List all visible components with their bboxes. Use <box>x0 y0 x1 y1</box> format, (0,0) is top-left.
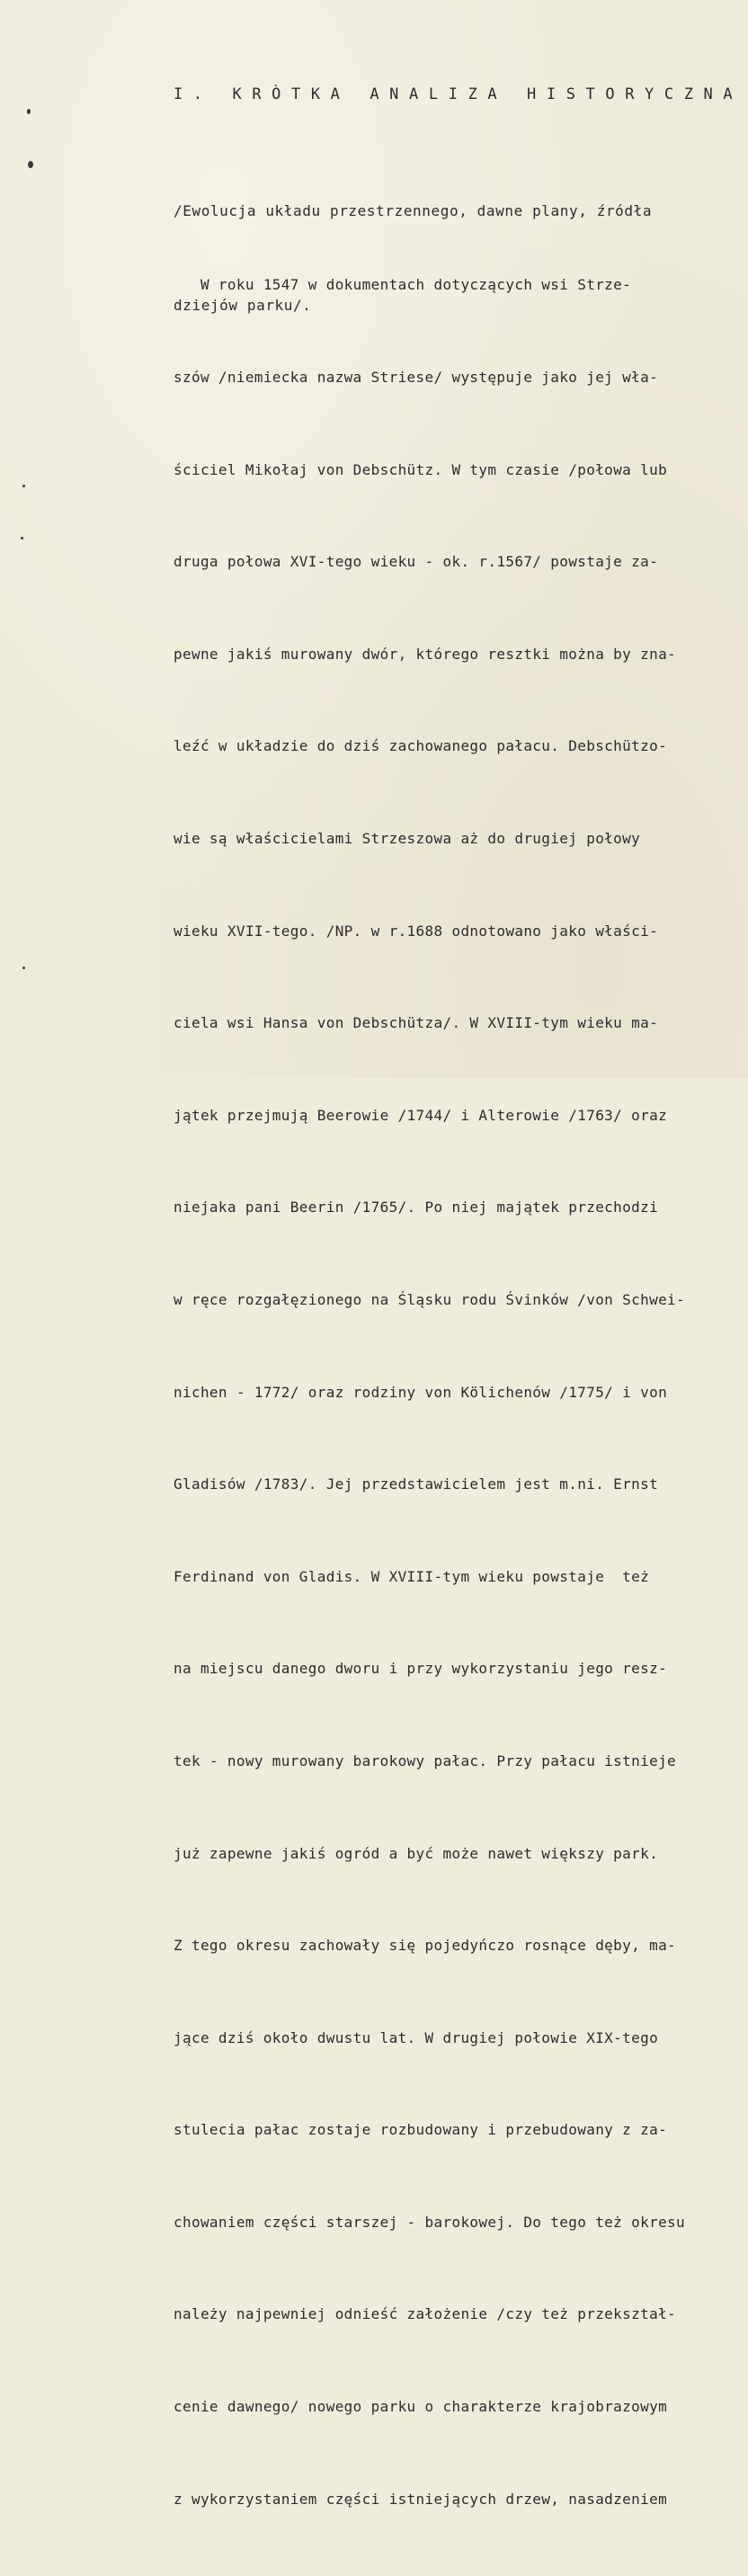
body-line: Gladisów /1783/. Jej przedstawicielem jest m.ni. Ernst <box>174 1475 659 1493</box>
margin-speck <box>22 485 25 487</box>
body-line: wieku XVII-tego. /NP. w r.1688 odnotowano jako właści- <box>174 922 659 940</box>
body-line: już zapewne jakiś ogród a być może nawet większy park. <box>174 1844 659 1862</box>
body-line: stulecia pałac zostaje rozbudowany i przebudowany z za- <box>174 2121 668 2139</box>
body-line: w ręce rozgałęzionego na Śląsku rodu Śvinków /von Schwei- <box>174 1290 686 1308</box>
body-line: Z tego okresu zachowały się pojedyńczo rosnące dęby, ma- <box>174 1937 677 1955</box>
body-line: pewne jakiś murowany dwór, którego resztki można by zna- <box>174 645 677 663</box>
body-line: tek - nowy murowany barokowy pałac. Przy pałacu istnieje <box>174 1752 677 1769</box>
body-line: na miejscu danego dworu i przy wykorzystaniu jego resz- <box>174 1660 668 1678</box>
body-line: druga połowa XVI-tego wieku - ok. r.1567/ powstaje za- <box>174 553 659 571</box>
body-line: należy najpewniej odnieść założenie /czy też przekształ- <box>174 2305 677 2323</box>
body-line: jące dziś około dwustu lat. W drugiej połowie XIX-tego <box>174 2028 659 2046</box>
subheading-line: dziejów parku/. <box>174 297 312 314</box>
body-line: W roku 1547 w dokumentach dotyczących wsi Strze- <box>174 276 632 294</box>
body-line: niejaka pani Beerin /1765/. Po niej majątek przechodzi <box>174 1199 659 1217</box>
body-paragraph <box>174 209 685 2576</box>
body-line: nichen - 1772/ oraz rodziny von Kölichenów /1775/ i von <box>174 1383 668 1401</box>
subheading-line: /Ewolucja układu przestrzennego, dawne plany, źródła <box>174 202 653 219</box>
body-line: leźć w układzie do dziś zachowanego pałacu. Debschützo- <box>174 737 668 755</box>
margin-speck <box>28 161 33 168</box>
margin-speck <box>22 967 25 969</box>
body-line: chowaniem części starszej - barokowej. Do tego też okresu <box>174 2213 686 2231</box>
page-heading: I. KRÒTKA ANALIZA HISTORYCZNA <box>174 85 744 103</box>
body-line: ściciel Mikołaj von Debschütz. W tym czasie /połowa lub <box>174 460 668 478</box>
body-line: z wykorzystaniem części istniejących drzew, nasadzeniem <box>174 2490 668 2508</box>
body-line: ciela wsi Hansa von Debschütza/. W XVIII-tym wieku ma- <box>174 1014 659 1032</box>
margin-speck <box>27 109 31 114</box>
body-line: jątek przejmują Beerowie /1744/ i Alterowie /1763/ oraz <box>174 1106 668 1124</box>
margin-speck <box>21 537 23 539</box>
body-line: wie są właścicielami Strzeszowa aż do drugiej połowy <box>174 829 641 847</box>
body-line: cenie dawnego/ nowego parku o charakterze krajobrazowym <box>174 2398 668 2416</box>
body-line: szów /niemiecka nazwa Striese/ występuje jako jej wła- <box>174 369 659 386</box>
body-line: Ferdinand von Gladis. W XVIII-tym wieku powstaje też <box>174 1567 650 1585</box>
